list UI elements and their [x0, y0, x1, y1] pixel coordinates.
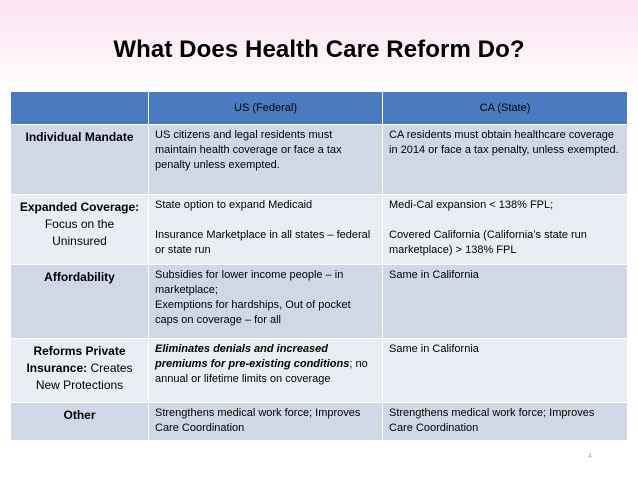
row-label-normal: Focus on the Uninsured — [44, 217, 115, 248]
us-cell — [149, 265, 383, 339]
ca-cell: Same in California — [383, 265, 628, 339]
us-cell — [149, 339, 383, 403]
table-row — [11, 403, 628, 441]
row-label — [11, 265, 149, 339]
row-label-bold: Reforms Private Insurance: — [26, 344, 126, 375]
page-number: 4 — [588, 453, 592, 460]
table-row — [11, 265, 628, 339]
ca-cell-line: Medi-Cal expansion < 138% FPL; — [389, 199, 554, 211]
ca-cell: Strengthens medical work force; Improves Care Coordination — [383, 403, 628, 441]
ca-cell-line: Covered California (California’s state run marketplace) > 138% FPL — [389, 229, 587, 256]
ca-cell: Same in California — [383, 339, 628, 403]
row-label-bold: Individual Mandate — [25, 130, 134, 144]
table-row — [11, 339, 628, 403]
row-label — [11, 125, 149, 195]
row-label — [11, 195, 149, 265]
row-label-bold: Expanded Coverage: — [19, 200, 140, 214]
row-label-normal: Creates New Protections — [35, 361, 133, 392]
us-cell-line: Exemptions for hardships, Out of pocket caps on coverage – for all — [155, 299, 351, 326]
us-cell — [149, 195, 383, 265]
slide-title: What Does Health Care Reform Do? — [113, 36, 525, 63]
ca-cell: CA residents must obtain healthcare coverage in 2014 or face a tax penalty, unless exempted. — [383, 125, 628, 195]
row-label — [11, 339, 149, 403]
comparison-table — [10, 91, 628, 441]
row-label-bold: Affordability — [44, 270, 115, 284]
us-cell: Strengthens medical work force; Improves Care Coordination — [149, 403, 383, 441]
row-label — [11, 403, 149, 441]
table-row — [11, 125, 628, 195]
us-cell-line: Insurance Marketplace in all states – federal or state run — [155, 229, 371, 256]
ca-cell — [383, 195, 628, 265]
header-blank — [11, 92, 149, 125]
us-cell: US citizens and legal residents must maintain health coverage or face a tax penalty unless exempted. — [149, 125, 383, 195]
row-label-bold: Other — [63, 408, 96, 422]
header-ca-state: CA (State) — [383, 92, 628, 125]
header-us-federal: US (Federal) — [149, 92, 383, 125]
us-cell-line: State option to expand Medicaid — [155, 199, 313, 211]
us-cell-line: ; no annual or lifetime limits on coverage — [155, 358, 368, 385]
table-header-row — [11, 92, 628, 125]
us-cell-line: Subsidies for lower income people – in marketplace; — [155, 269, 344, 296]
us-cell-emphasis: Eliminates denials and increased premiums for pre-existing conditions — [155, 343, 350, 370]
table-row — [11, 195, 628, 265]
